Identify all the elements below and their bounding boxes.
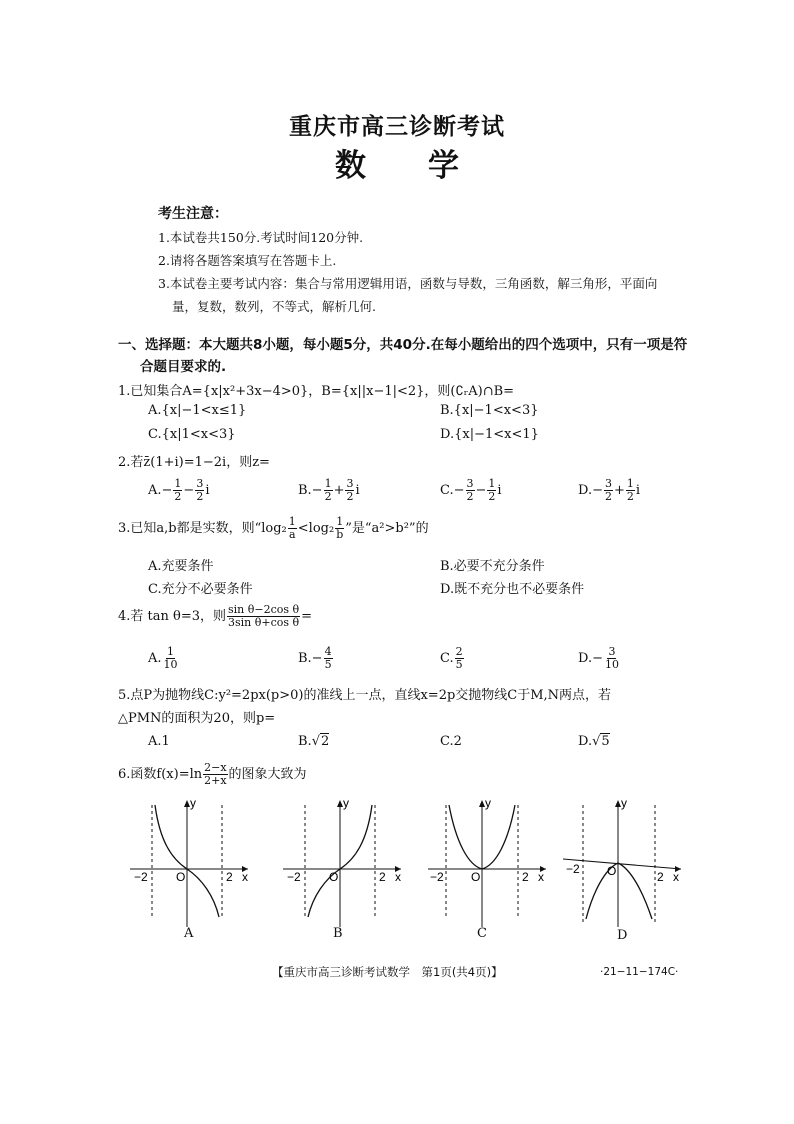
- q4-option-c: C. $\frac{2}{5}$: [440, 645, 463, 671]
- neg-two-label: −2: [566, 862, 580, 876]
- notice-item: 2.请将各题答案填写在答题卡上.: [158, 253, 337, 268]
- y-axis-label: y: [343, 797, 349, 810]
- q4-option-b: B.− $\frac{4}{5}$: [298, 645, 332, 671]
- question-5-stem: 5.点P为抛物线C:y²=2px(p>0)的准线上一点，直线x=2p交抛物线C于M,N两点，若: [118, 688, 612, 703]
- y-axis-label: y: [190, 797, 196, 810]
- y-axis-label: y: [621, 797, 627, 810]
- graph-d: [563, 797, 683, 927]
- question-5-stem-cont: △PMN的面积为20，则p=: [118, 711, 276, 726]
- q2-option-c: C.− $\frac{3}{2}$ − $\frac{1}{2}$ i: [440, 477, 502, 503]
- y-axis-label: y: [485, 797, 491, 810]
- q5-option-b: B.√2: [298, 734, 330, 749]
- q1-option-d: D.{x|−1<x<1}: [440, 427, 539, 442]
- q4-option-d: D.− $\frac{3}{10}$: [578, 645, 619, 671]
- q3-option-a: A.充要条件: [148, 559, 214, 574]
- pos-two-label: 2: [379, 870, 386, 884]
- subject-title: 数学: [335, 148, 521, 184]
- graph-d-label: D: [617, 928, 628, 943]
- q2-option-d: D.− $\frac{3}{2}$ + $\frac{1}{2}$ i: [578, 477, 641, 503]
- notice-item: 量，复数，数列，不等式，解析几何.: [172, 299, 376, 314]
- pos-two-label: 2: [522, 870, 529, 884]
- page-footer: 【重庆市高三诊断考试数学 第1页(共4页)】: [272, 965, 503, 979]
- question-1-stem: 1.已知集合A={x|x²+3x−4>0}，B={x||x−1|<2}，则(∁ᵣA)∩B=: [118, 384, 515, 399]
- exam-code: ·21−11−174C·: [600, 966, 679, 978]
- q3-option-c: C.充分不必要条件: [148, 582, 253, 597]
- origin-label: O: [329, 870, 339, 884]
- q1-option-a: A.{x|−1<x≤1}: [148, 403, 247, 418]
- graph-a: [130, 797, 250, 927]
- q1-option-c: C.{x|1<x<3}: [148, 427, 236, 442]
- notice-item: 3.本试卷主要考试内容：集合与常用逻辑用语，函数与导数，三角函数，解三角形，平面向: [158, 276, 658, 291]
- notice-heading: 考生注意：: [158, 206, 228, 222]
- pos-two-label: 2: [226, 870, 233, 884]
- graph-a-label: A: [184, 926, 194, 941]
- q3-option-d: D.既不充分也不必要条件: [440, 582, 585, 597]
- neg-two-label: −2: [134, 870, 148, 884]
- origin-label: O: [176, 870, 186, 884]
- q1-option-b: B.{x|−1<x<3}: [440, 403, 539, 418]
- origin-label: O: [471, 870, 481, 884]
- q3-option-b: B.必要不充分条件: [440, 559, 545, 574]
- q5-option-d: D.√5: [578, 734, 610, 749]
- q2-option-b: B.− $\frac{1}{2}$ + $\frac{3}{2}$ i: [298, 477, 360, 503]
- section-heading: 一、选择题：本大题共8小题，每小题5分，共40分.在每小题给出的四个选项中，只有一项是符: [118, 337, 688, 353]
- graph-b: [283, 797, 403, 927]
- q5-option-a: A.1: [148, 734, 170, 749]
- origin-label: O: [607, 864, 617, 878]
- notice-item: 1.本试卷共150分.考试时间120分钟.: [158, 230, 364, 245]
- neg-two-label: −2: [430, 870, 444, 884]
- exam-title: 重庆市高三诊断考试: [289, 114, 505, 140]
- section-heading-cont: 合题目要求的.: [140, 359, 227, 375]
- question-3-stem: 3.已知a,b都是实数，则“log₂ $\frac{1}{a}$ <log₂ $\frac{1}{b}$ ”是“a²>b²”的: [118, 515, 429, 541]
- question-2-stem: 2.若z̄(1+i)=1−2i，则z=: [118, 455, 270, 470]
- graph-b-label: B: [333, 926, 343, 941]
- x-axis-label: x: [242, 870, 248, 884]
- x-axis-label: x: [538, 870, 544, 884]
- x-axis-label: x: [673, 870, 679, 884]
- q4-option-a: A. $\frac{1}{10}$: [148, 645, 178, 671]
- question-6-stem: 6.函数f(x)=ln $\frac{2-x}{2+x}$ 的图象大致为: [118, 761, 307, 787]
- x-axis-label: x: [395, 870, 401, 884]
- graph-c-label: C: [477, 926, 487, 941]
- q2-option-a: A.− $\frac{1}{2}$ − $\frac{3}{2}$ i: [148, 477, 210, 503]
- q5-option-c: C.2: [440, 734, 462, 749]
- graph-c: [428, 797, 548, 927]
- question-4-stem: 4.若 tan θ=3，则 $\frac{\text{sin θ−2cos θ}}{\text{3sin θ+cos θ}}$ =: [118, 603, 313, 629]
- pos-two-label: 2: [657, 870, 664, 884]
- neg-two-label: −2: [287, 870, 301, 884]
